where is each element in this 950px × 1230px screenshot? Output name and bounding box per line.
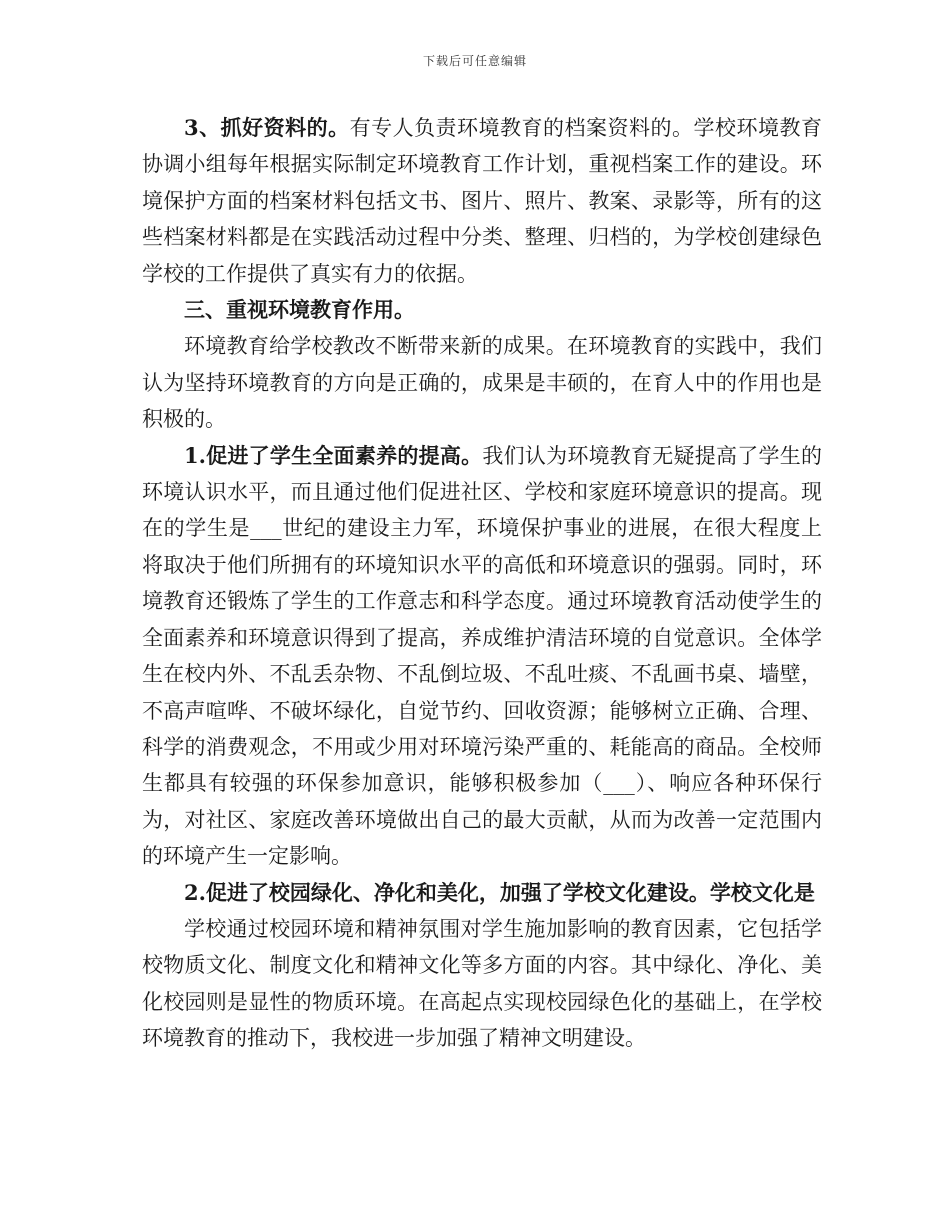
document-body	[142, 110, 822, 1057]
section-heading	[142, 292, 822, 328]
paragraph-campus-culture	[142, 911, 822, 1057]
paragraph-text: 有专人负责环境教育的档案资料的。学校环境教育协调小组每年根据实际制定环境教育工作计划，重视档案工作的建设。环境保护方面的档案材料包括文书、图片、照片、教案、录影等，所有的这些档案材料都是在实践活动过程中分类、整理、归档的，为学校创建绿色学校的工作提供了真实有力的依据。	[142, 116, 822, 286]
paragraph-text: 环境教育给学校教改不断带来新的成果。在环境教育的实践中，我们认为坚持环境教育的方向是正确的，成果是丰硕的，在育人中的作用也是积极的。	[142, 334, 822, 432]
paragraph-archives	[142, 110, 822, 292]
paragraph-lead: 3、抓好资料的。	[184, 115, 350, 140]
paragraph-lead: 1.促进了学生全面素养的提高。	[184, 442, 483, 468]
paragraph-student-quality	[142, 438, 822, 875]
page-header: 下载后可任意编辑	[422, 54, 527, 68]
section-heading-text: 三、重视环境教育作用。	[184, 297, 415, 323]
paragraph-lead: 2.促进了校园绿化、净化和美化，加强了学校文化建设。学校文化是	[184, 879, 815, 905]
paragraph-campus-culture-heading	[142, 875, 822, 911]
paragraph-intro	[142, 328, 822, 437]
paragraph-text: 我们认为环境教育无疑提高了学生的环境认识水平，而且通过他们促进社区、学校和家庭环境意识的提高。现在的学生是___世纪的建设主力军，环境保护事业的进展，在很大程度上将取决于他们所拥有的环境知识水平的高低和环境意识的强弱。同时，环境教育还锻炼了学生的工作意志和科学态度。通过环境教育活动使学生的全面素养和环境意识得到了提高，养成维护清洁环境的自觉意识。全体学生在校内外、不乱丢杂物、不乱倒垃圾、不乱吐痰、不乱画书桌、墙壁，不高声喧哗、不破坏绿化，自觉节约、回收资源；能够树立正确、合理、科学的消费观念，不用或少用对环境污染严重的、耗能高的商品。全校师生都具有较强的环保参加意识，能够积极参加（___）、响应各种环保行为，对社区、家庭改善环境做出自己的最大贡献，从而为改善一定范围内的环境产生一定影响。	[142, 443, 823, 869]
paragraph-text: 学校通过校园环境和精神氛围对学生施加影响的教育因素，它包括学校物质文化、制度文化和精神文化等多方面的内容。其中绿化、净化、美化校园则是显性的物质环境。在高起点实现校园绿色化的基础上，在学校环境教育的推动下，我校进一步加强了精神文明建设。	[142, 916, 822, 1051]
